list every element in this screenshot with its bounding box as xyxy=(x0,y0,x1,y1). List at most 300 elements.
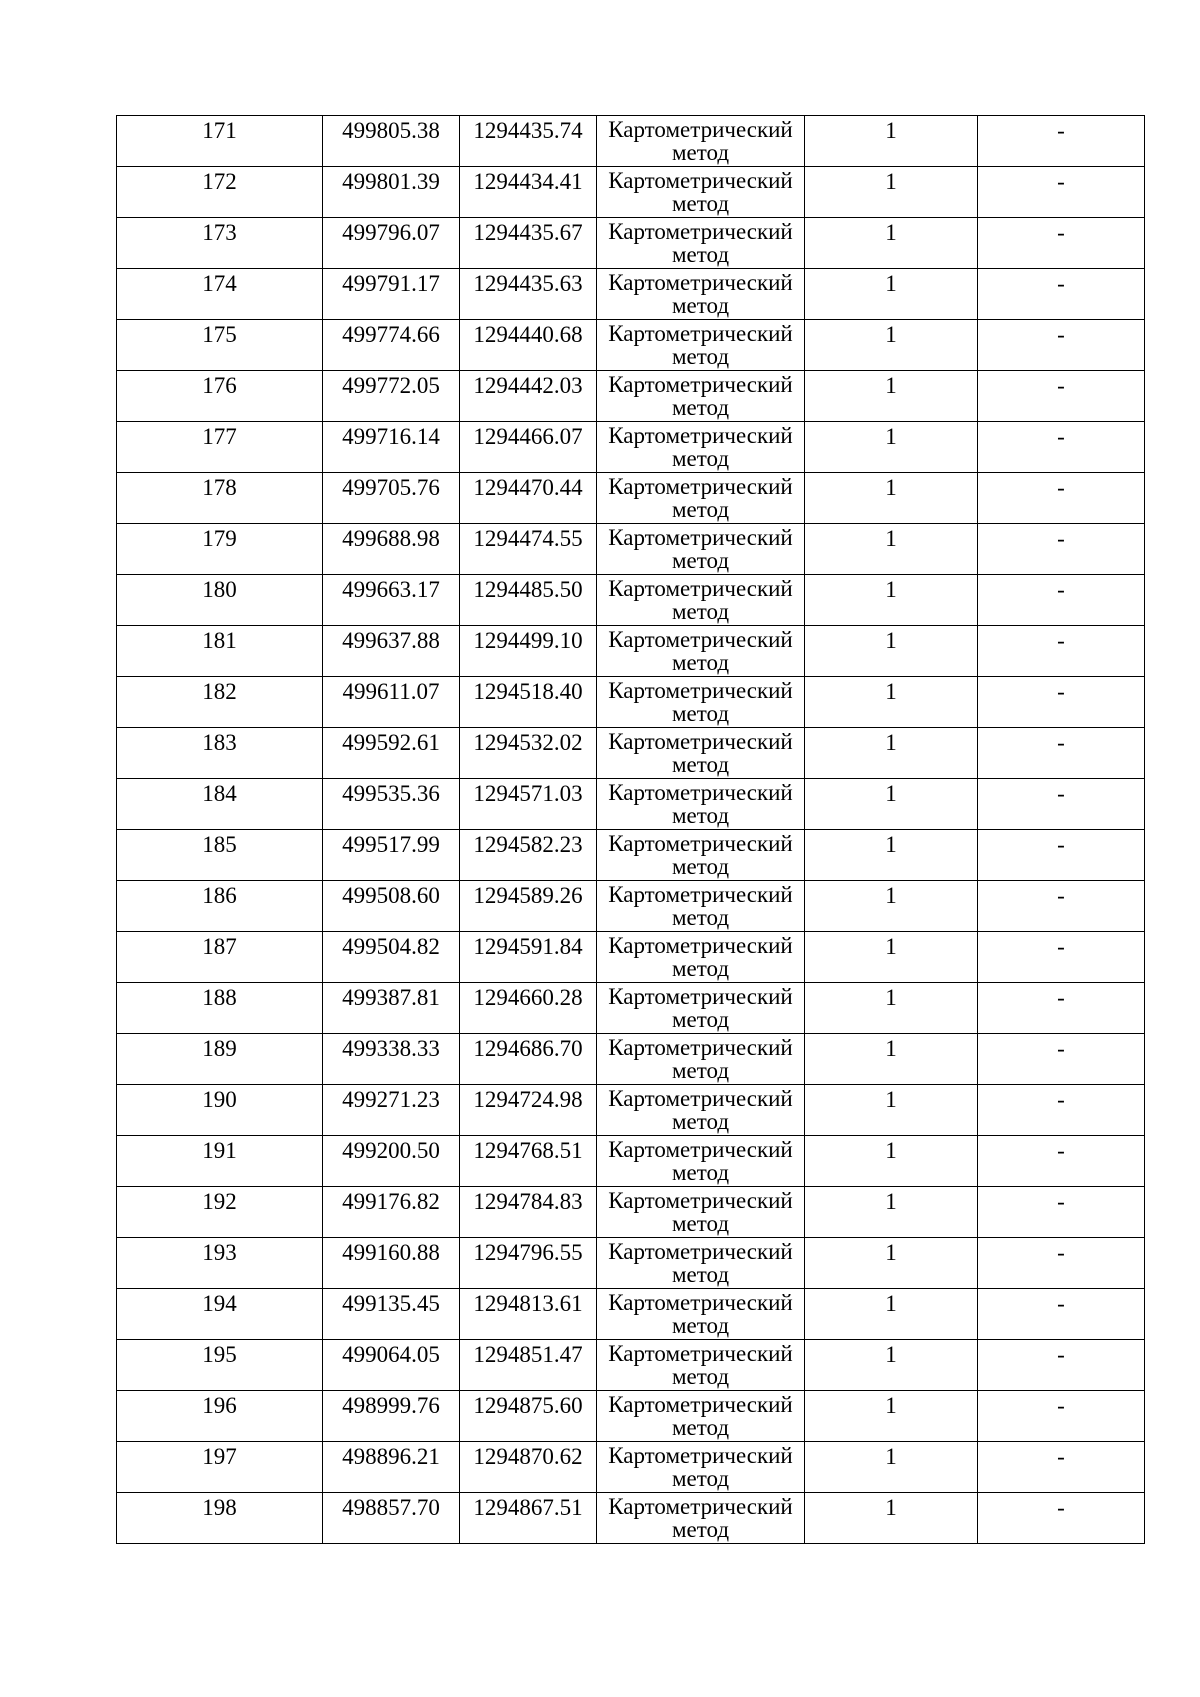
precision-cell xyxy=(805,1085,978,1136)
note-cell xyxy=(978,371,1145,422)
point-number-cell-text: 179 xyxy=(202,526,237,551)
precision-cell-text: 1 xyxy=(885,1393,897,1418)
method-cell xyxy=(597,371,805,422)
point-number-cell xyxy=(117,1391,323,1442)
point-number-cell-text: 177 xyxy=(202,424,237,449)
precision-cell-text: 1 xyxy=(885,526,897,551)
precision-cell-text: 1 xyxy=(885,169,897,194)
method-cell xyxy=(597,269,805,320)
table-row xyxy=(117,269,1145,320)
point-number-cell-text: 193 xyxy=(202,1240,237,1265)
method-cell xyxy=(597,320,805,371)
point-number-cell xyxy=(117,779,323,830)
x-coordinate-cell xyxy=(323,1340,460,1391)
point-number-cell xyxy=(117,218,323,269)
method-cell xyxy=(597,1187,805,1238)
point-number-cell-text: 178 xyxy=(202,475,237,500)
note-cell-text: - xyxy=(1057,1189,1065,1214)
y-coordinate-cell-text: 1294571.03 xyxy=(473,781,583,806)
precision-cell xyxy=(805,575,978,626)
precision-cell xyxy=(805,881,978,932)
x-coordinate-cell xyxy=(323,320,460,371)
precision-cell xyxy=(805,1187,978,1238)
table-row xyxy=(117,1493,1145,1544)
y-coordinate-cell-text: 1294768.51 xyxy=(473,1138,583,1163)
method-cell-text: Картометрический метод xyxy=(608,1494,793,1542)
point-number-cell xyxy=(117,1136,323,1187)
precision-cell xyxy=(805,269,978,320)
y-coordinate-cell xyxy=(460,626,597,677)
note-cell xyxy=(978,1136,1145,1187)
note-cell xyxy=(978,575,1145,626)
note-cell xyxy=(978,932,1145,983)
precision-cell xyxy=(805,320,978,371)
precision-cell xyxy=(805,473,978,524)
x-coordinate-cell-text: 499791.17 xyxy=(342,271,440,296)
table-row xyxy=(117,371,1145,422)
table-row xyxy=(117,1034,1145,1085)
x-coordinate-cell-text: 499064.05 xyxy=(342,1342,440,1367)
precision-cell xyxy=(805,728,978,779)
precision-cell-text: 1 xyxy=(885,628,897,653)
note-cell-text: - xyxy=(1057,832,1065,857)
precision-cell-text: 1 xyxy=(885,1189,897,1214)
y-coordinate-cell xyxy=(460,320,597,371)
table-row xyxy=(117,779,1145,830)
precision-cell-text: 1 xyxy=(885,832,897,857)
y-coordinate-cell xyxy=(460,524,597,575)
method-cell-text: Картометрический метод xyxy=(608,780,793,828)
point-number-cell-text: 182 xyxy=(202,679,237,704)
y-coordinate-cell xyxy=(460,116,597,167)
precision-cell xyxy=(805,779,978,830)
point-number-cell xyxy=(117,320,323,371)
point-number-cell xyxy=(117,1238,323,1289)
note-cell-text: - xyxy=(1057,322,1065,347)
point-number-cell-text: 176 xyxy=(202,373,237,398)
method-cell-text: Картометрический метод xyxy=(608,576,793,624)
precision-cell xyxy=(805,167,978,218)
y-coordinate-cell-text: 1294724.98 xyxy=(473,1087,583,1112)
point-number-cell xyxy=(117,881,323,932)
point-number-cell xyxy=(117,1085,323,1136)
method-cell xyxy=(597,983,805,1034)
precision-cell-text: 1 xyxy=(885,577,897,602)
x-coordinate-cell xyxy=(323,677,460,728)
x-coordinate-cell xyxy=(323,1034,460,1085)
method-cell-text: Картометрический метод xyxy=(608,831,793,879)
table-row xyxy=(117,1442,1145,1493)
point-number-cell xyxy=(117,167,323,218)
method-cell-text: Картометрический метод xyxy=(608,1239,793,1287)
precision-cell-text: 1 xyxy=(885,322,897,347)
y-coordinate-cell xyxy=(460,1289,597,1340)
y-coordinate-cell-text: 1294851.47 xyxy=(473,1342,583,1367)
precision-cell-text: 1 xyxy=(885,1138,897,1163)
method-cell xyxy=(597,1034,805,1085)
point-number-cell-text: 191 xyxy=(202,1138,237,1163)
precision-cell-text: 1 xyxy=(885,118,897,143)
precision-cell-text: 1 xyxy=(885,883,897,908)
point-number-cell-text: 189 xyxy=(202,1036,237,1061)
y-coordinate-cell xyxy=(460,1340,597,1391)
precision-cell xyxy=(805,1493,978,1544)
y-coordinate-cell-text: 1294518.40 xyxy=(473,679,583,704)
x-coordinate-cell xyxy=(323,1238,460,1289)
x-coordinate-cell-text: 499387.81 xyxy=(342,985,440,1010)
y-coordinate-cell xyxy=(460,1238,597,1289)
method-cell-text: Картометрический метод xyxy=(608,933,793,981)
point-number-cell xyxy=(117,626,323,677)
y-coordinate-cell-text: 1294442.03 xyxy=(473,373,583,398)
precision-cell xyxy=(805,1034,978,1085)
precision-cell-text: 1 xyxy=(885,1240,897,1265)
x-coordinate-cell-text: 499688.98 xyxy=(342,526,440,551)
method-cell-text: Картометрический метод xyxy=(608,423,793,471)
method-cell-text: Картометрический метод xyxy=(608,1035,793,1083)
point-number-cell-text: 190 xyxy=(202,1087,237,1112)
point-number-cell-text: 180 xyxy=(202,577,237,602)
y-coordinate-cell-text: 1294440.68 xyxy=(473,322,583,347)
note-cell xyxy=(978,320,1145,371)
precision-cell-text: 1 xyxy=(885,781,897,806)
x-coordinate-cell-text: 499176.82 xyxy=(342,1189,440,1214)
precision-cell-text: 1 xyxy=(885,730,897,755)
note-cell-text: - xyxy=(1057,577,1065,602)
y-coordinate-cell xyxy=(460,779,597,830)
y-coordinate-cell xyxy=(460,371,597,422)
y-coordinate-cell xyxy=(460,1034,597,1085)
method-cell xyxy=(597,1085,805,1136)
x-coordinate-cell-text: 499338.33 xyxy=(342,1036,440,1061)
method-cell-text: Картометрический метод xyxy=(608,1392,793,1440)
y-coordinate-cell-text: 1294589.26 xyxy=(473,883,583,908)
note-cell-text: - xyxy=(1057,1342,1065,1367)
precision-cell-text: 1 xyxy=(885,1444,897,1469)
x-coordinate-cell xyxy=(323,932,460,983)
table-row xyxy=(117,422,1145,473)
y-coordinate-cell xyxy=(460,1442,597,1493)
method-cell xyxy=(597,167,805,218)
method-cell-text: Картометрический метод xyxy=(608,372,793,420)
note-cell-text: - xyxy=(1057,1444,1065,1469)
method-cell-text: Картометрический метод xyxy=(608,525,793,573)
x-coordinate-cell xyxy=(323,371,460,422)
y-coordinate-cell-text: 1294796.55 xyxy=(473,1240,583,1265)
y-coordinate-cell-text: 1294532.02 xyxy=(473,730,583,755)
y-coordinate-cell xyxy=(460,1187,597,1238)
x-coordinate-cell xyxy=(323,728,460,779)
precision-cell xyxy=(805,371,978,422)
note-cell-text: - xyxy=(1057,1087,1065,1112)
note-cell xyxy=(978,422,1145,473)
precision-cell-text: 1 xyxy=(885,424,897,449)
coordinates-table-body xyxy=(117,116,1145,1544)
table-row xyxy=(117,1340,1145,1391)
y-coordinate-cell-text: 1294470.44 xyxy=(473,475,583,500)
y-coordinate-cell xyxy=(460,575,597,626)
y-coordinate-cell-text: 1294813.61 xyxy=(473,1291,583,1316)
y-coordinate-cell xyxy=(460,473,597,524)
table-row xyxy=(117,116,1145,167)
note-cell xyxy=(978,1493,1145,1544)
point-number-cell-text: 183 xyxy=(202,730,237,755)
point-number-cell xyxy=(117,524,323,575)
point-number-cell-text: 175 xyxy=(202,322,237,347)
x-coordinate-cell-text: 499637.88 xyxy=(342,628,440,653)
point-number-cell xyxy=(117,1493,323,1544)
x-coordinate-cell-text: 499705.76 xyxy=(342,475,440,500)
note-cell xyxy=(978,1340,1145,1391)
point-number-cell xyxy=(117,1187,323,1238)
note-cell xyxy=(978,1187,1145,1238)
precision-cell xyxy=(805,218,978,269)
x-coordinate-cell-text: 499517.99 xyxy=(342,832,440,857)
point-number-cell xyxy=(117,983,323,1034)
table-row xyxy=(117,1289,1145,1340)
precision-cell-text: 1 xyxy=(885,679,897,704)
precision-cell-text: 1 xyxy=(885,1495,897,1520)
table-row xyxy=(117,575,1145,626)
x-coordinate-cell xyxy=(323,1085,460,1136)
point-number-cell-text: 184 xyxy=(202,781,237,806)
y-coordinate-cell-text: 1294485.50 xyxy=(473,577,583,602)
point-number-cell xyxy=(117,728,323,779)
x-coordinate-cell xyxy=(323,524,460,575)
y-coordinate-cell xyxy=(460,932,597,983)
point-number-cell-text: 197 xyxy=(202,1444,237,1469)
method-cell xyxy=(597,728,805,779)
y-coordinate-cell-text: 1294686.70 xyxy=(473,1036,583,1061)
note-cell-text: - xyxy=(1057,1138,1065,1163)
note-cell-text: - xyxy=(1057,373,1065,398)
table-row xyxy=(117,524,1145,575)
precision-cell-text: 1 xyxy=(885,475,897,500)
note-cell-text: - xyxy=(1057,883,1065,908)
y-coordinate-cell xyxy=(460,422,597,473)
y-coordinate-cell-text: 1294582.23 xyxy=(473,832,583,857)
table-row xyxy=(117,983,1145,1034)
note-cell xyxy=(978,779,1145,830)
method-cell-text: Картометрический метод xyxy=(608,321,793,369)
note-cell xyxy=(978,881,1145,932)
precision-cell xyxy=(805,524,978,575)
x-coordinate-cell xyxy=(323,1391,460,1442)
precision-cell xyxy=(805,422,978,473)
x-coordinate-cell-text: 499716.14 xyxy=(342,424,440,449)
note-cell-text: - xyxy=(1057,781,1065,806)
precision-cell xyxy=(805,1238,978,1289)
point-number-cell xyxy=(117,575,323,626)
point-number-cell xyxy=(117,1340,323,1391)
x-coordinate-cell-text: 499535.36 xyxy=(342,781,440,806)
table-row xyxy=(117,1391,1145,1442)
note-cell-text: - xyxy=(1057,220,1065,245)
x-coordinate-cell xyxy=(323,983,460,1034)
y-coordinate-cell-text: 1294466.07 xyxy=(473,424,583,449)
method-cell-text: Картометрический метод xyxy=(608,678,793,726)
x-coordinate-cell-text: 499160.88 xyxy=(342,1240,440,1265)
note-cell xyxy=(978,218,1145,269)
note-cell-text: - xyxy=(1057,1393,1065,1418)
precision-cell-text: 1 xyxy=(885,1036,897,1061)
precision-cell-text: 1 xyxy=(885,220,897,245)
x-coordinate-cell xyxy=(323,1442,460,1493)
note-cell-text: - xyxy=(1057,118,1065,143)
precision-cell xyxy=(805,1289,978,1340)
x-coordinate-cell-text: 499801.39 xyxy=(342,169,440,194)
note-cell xyxy=(978,524,1145,575)
point-number-cell-text: 171 xyxy=(202,118,237,143)
method-cell xyxy=(597,1136,805,1187)
method-cell xyxy=(597,524,805,575)
y-coordinate-cell-text: 1294474.55 xyxy=(473,526,583,551)
method-cell-text: Картометрический метод xyxy=(608,168,793,216)
x-coordinate-cell-text: 499271.23 xyxy=(342,1087,440,1112)
note-cell-text: - xyxy=(1057,1495,1065,1520)
note-cell-text: - xyxy=(1057,475,1065,500)
method-cell xyxy=(597,218,805,269)
point-number-cell-text: 198 xyxy=(202,1495,237,1520)
precision-cell xyxy=(805,1442,978,1493)
x-coordinate-cell-text: 499135.45 xyxy=(342,1291,440,1316)
note-cell xyxy=(978,983,1145,1034)
precision-cell xyxy=(805,677,978,728)
note-cell xyxy=(978,728,1145,779)
x-coordinate-cell xyxy=(323,422,460,473)
point-number-cell-text: 181 xyxy=(202,628,237,653)
method-cell xyxy=(597,1289,805,1340)
coordinates-table xyxy=(116,115,1145,1544)
note-cell xyxy=(978,626,1145,677)
note-cell xyxy=(978,1391,1145,1442)
x-coordinate-cell xyxy=(323,269,460,320)
y-coordinate-cell xyxy=(460,218,597,269)
precision-cell-text: 1 xyxy=(885,1291,897,1316)
method-cell-text: Картометрический метод xyxy=(608,1290,793,1338)
table-row xyxy=(117,167,1145,218)
y-coordinate-cell-text: 1294870.62 xyxy=(473,1444,583,1469)
precision-cell xyxy=(805,830,978,881)
y-coordinate-cell-text: 1294435.67 xyxy=(473,220,583,245)
note-cell xyxy=(978,830,1145,881)
x-coordinate-cell-text: 499663.17 xyxy=(342,577,440,602)
point-number-cell-text: 172 xyxy=(202,169,237,194)
method-cell-text: Картометрический метод xyxy=(608,627,793,675)
x-coordinate-cell xyxy=(323,575,460,626)
y-coordinate-cell-text: 1294784.83 xyxy=(473,1189,583,1214)
note-cell-text: - xyxy=(1057,526,1065,551)
note-cell xyxy=(978,269,1145,320)
point-number-cell xyxy=(117,932,323,983)
point-number-cell xyxy=(117,116,323,167)
x-coordinate-cell xyxy=(323,881,460,932)
note-cell xyxy=(978,677,1145,728)
y-coordinate-cell-text: 1294660.28 xyxy=(473,985,583,1010)
x-coordinate-cell xyxy=(323,1493,460,1544)
method-cell-text: Картометрический метод xyxy=(608,117,793,165)
method-cell xyxy=(597,1493,805,1544)
table-row xyxy=(117,1136,1145,1187)
y-coordinate-cell xyxy=(460,1136,597,1187)
x-coordinate-cell xyxy=(323,1187,460,1238)
y-coordinate-cell-text: 1294435.74 xyxy=(473,118,583,143)
x-coordinate-cell xyxy=(323,779,460,830)
y-coordinate-cell xyxy=(460,1391,597,1442)
table-row xyxy=(117,1238,1145,1289)
table-row xyxy=(117,1085,1145,1136)
precision-cell-text: 1 xyxy=(885,1342,897,1367)
method-cell xyxy=(597,881,805,932)
x-coordinate-cell-text: 499805.38 xyxy=(342,118,440,143)
x-coordinate-cell-text: 499774.66 xyxy=(342,322,440,347)
point-number-cell xyxy=(117,422,323,473)
point-number-cell xyxy=(117,1289,323,1340)
y-coordinate-cell xyxy=(460,677,597,728)
y-coordinate-cell xyxy=(460,269,597,320)
point-number-cell-text: 185 xyxy=(202,832,237,857)
y-coordinate-cell-text: 1294499.10 xyxy=(473,628,583,653)
x-coordinate-cell-text: 499611.07 xyxy=(342,679,440,704)
y-coordinate-cell-text: 1294875.60 xyxy=(473,1393,583,1418)
point-number-cell-text: 173 xyxy=(202,220,237,245)
note-cell xyxy=(978,167,1145,218)
x-coordinate-cell-text: 499592.61 xyxy=(342,730,440,755)
table-row xyxy=(117,473,1145,524)
method-cell xyxy=(597,1391,805,1442)
x-coordinate-cell-text: 498896.21 xyxy=(342,1444,440,1469)
note-cell-text: - xyxy=(1057,1291,1065,1316)
note-cell-text: - xyxy=(1057,1036,1065,1061)
x-coordinate-cell xyxy=(323,167,460,218)
x-coordinate-cell xyxy=(323,1289,460,1340)
method-cell-text: Картометрический метод xyxy=(608,474,793,522)
x-coordinate-cell-text: 499772.05 xyxy=(342,373,440,398)
method-cell xyxy=(597,575,805,626)
precision-cell xyxy=(805,932,978,983)
method-cell-text: Картометрический метод xyxy=(608,1086,793,1134)
point-number-cell-text: 192 xyxy=(202,1189,237,1214)
note-cell-text: - xyxy=(1057,271,1065,296)
point-number-cell-text: 195 xyxy=(202,1342,237,1367)
note-cell-text: - xyxy=(1057,730,1065,755)
y-coordinate-cell xyxy=(460,1085,597,1136)
point-number-cell xyxy=(117,677,323,728)
x-coordinate-cell-text: 498857.70 xyxy=(342,1495,440,1520)
point-number-cell xyxy=(117,269,323,320)
note-cell-text: - xyxy=(1057,679,1065,704)
point-number-cell xyxy=(117,1034,323,1085)
note-cell xyxy=(978,1289,1145,1340)
point-number-cell-text: 196 xyxy=(202,1393,237,1418)
y-coordinate-cell-text: 1294591.84 xyxy=(473,934,583,959)
point-number-cell xyxy=(117,473,323,524)
method-cell-text: Картометрический метод xyxy=(608,1188,793,1236)
note-cell-text: - xyxy=(1057,628,1065,653)
point-number-cell xyxy=(117,1442,323,1493)
method-cell xyxy=(597,1340,805,1391)
table-row xyxy=(117,728,1145,779)
y-coordinate-cell xyxy=(460,830,597,881)
method-cell xyxy=(597,932,805,983)
method-cell-text: Картометрический метод xyxy=(608,729,793,777)
table-row xyxy=(117,626,1145,677)
note-cell-text: - xyxy=(1057,934,1065,959)
x-coordinate-cell xyxy=(323,626,460,677)
x-coordinate-cell xyxy=(323,830,460,881)
method-cell-text: Картометрический метод xyxy=(608,882,793,930)
precision-cell xyxy=(805,626,978,677)
